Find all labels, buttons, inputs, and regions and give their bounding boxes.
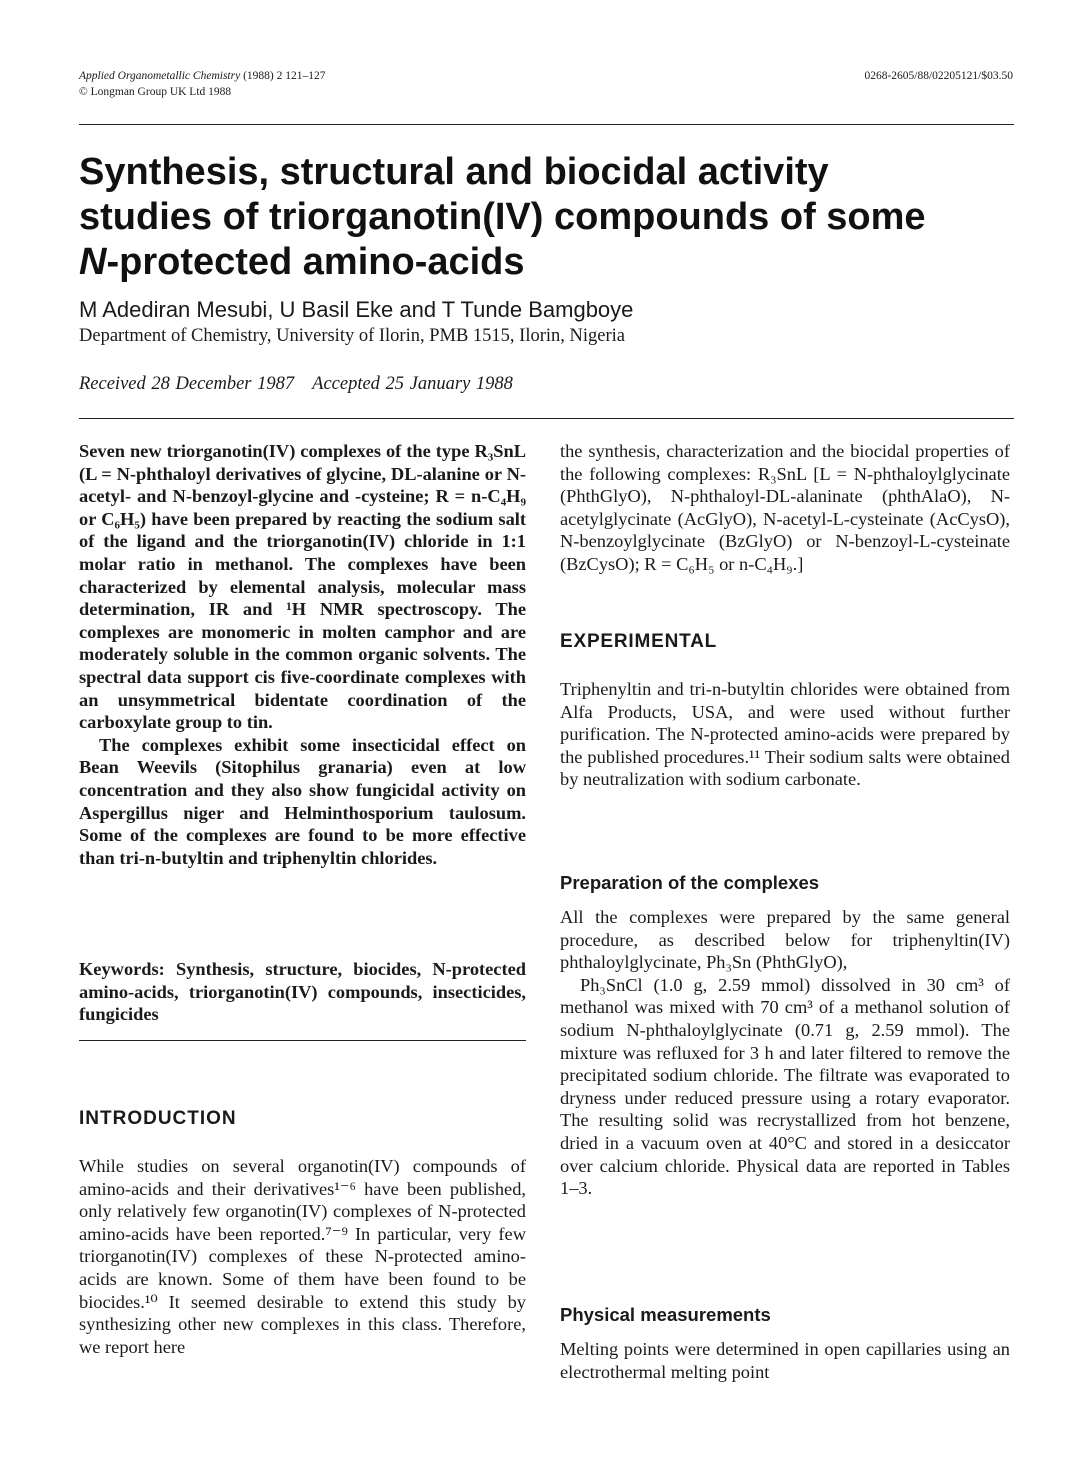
keywords: Keywords: Synthesis, structure, biocides, N-protected amino-acids, triorganotin(IV) compounds, insecticides, fungicides	[79, 959, 526, 1025]
abstract-paragraph-2: The complexes exhibit some insecticidal effect on Bean Weevils (Sitophilus granaria) even at low concentration and they also show fungicidal activity on Aspergillus niger and Helminthosporium taulosum. Some of the complexes are found to be more effective than tri-n-butyltin and triphenyltin chlorides.	[79, 734, 526, 868]
title-rule	[79, 418, 1014, 419]
abstract-rule	[79, 1040, 526, 1041]
article-code: 0268-2605/88/02205121/$03.50	[864, 70, 1013, 82]
preparation-paragraph-1: All the complexes were prepared by the same general procedure, as described below for triphenyltin(IV) phthaloylglycinate, Ph₃Sn (PhthGlyO),	[560, 907, 1010, 973]
received-date: Received 28 December 1987	[79, 374, 295, 394]
introduction-heading: INTRODUCTION	[79, 1108, 237, 1129]
journal-name: Applied Organometallic Chemistry	[79, 70, 241, 82]
preparation-text	[560, 906, 1010, 1200]
title-line-3-rest: -protected amino-acids	[106, 241, 525, 283]
title-line-2: studies of triorganotin(IV) compounds of some	[79, 196, 926, 238]
abstract-paragraph-1: Seven new triorganotin(IV) complexes of the type R₃SnL (L = N-phthaloyl derivatives of glycine, DL-alanine or N-acetyl- and N-benzoyl-glycine and -cysteine; R = n-C₄H₉ or C₆H₅) have been prepared by reacting the sodium salt of the ligand and the triorganotin(IV) chloride in 1:1 molar ratio in methanol. The complexes have been characterized by elemental analysis, molecular mass determination, IR and ¹H NMR spectroscopy. The complexes are monomeric in molten camphor and are moderately soluble in the common organic solvents. The spectral data support cis five-coordinate complexes with an unsymmetrical bidentate coordination of the carboxylate group to tin.	[79, 441, 526, 733]
header-rule	[79, 124, 1014, 125]
journal-citation: (1988) 2 121–127	[243, 70, 326, 82]
physical-measurements-text: Melting points were determined in open capillaries using an electrothermal melting point	[560, 1339, 1010, 1382]
copyright: © Longman Group UK Ltd 1988	[79, 86, 232, 98]
author-list: M Adediran Mesubi, U Basil Eke and T Tunde Bamgboye	[79, 297, 634, 322]
abstract	[79, 440, 526, 869]
experimental-heading: EXPERIMENTAL	[560, 631, 718, 652]
preparation-heading: Preparation of the complexes	[560, 872, 820, 893]
title-line-1: Synthesis, structural and biocidal activity	[79, 151, 829, 193]
journal-header	[79, 68, 326, 100]
experimental-text: Triphenyltin and tri-n-butyltin chlorides were obtained from Alfa Products, USA, and were used without further purification. The N-protected amino-acids were prepared by the published procedures.¹¹ Their sodium salts were obtained by neutralization with sodium carbonate.	[560, 679, 1010, 790]
accepted-date: Accepted 25 January 1988	[312, 374, 513, 394]
preparation-paragraph-2: Ph₃SnCl (1.0 g, 2.59 mmol) dissolved in 30 cm³ of methanol was mixed with 70 cm³ of a methanol solution of sodium N-phthaloylglycinate (0.71 g, 2.59 mmol). The mixture was refluxed for 3 h and later filtered to remove the precipitated sodium chloride. The filtrate was evaporated to dryness under reduced pressure using a rotary evaporator. The resulting solid was recrystallized from hot benzene, dried in a vacuum oven at 40°C and stored in a desiccator over calcium chloride. Physical data are reported in Tables 1–3.	[560, 974, 1010, 1199]
affiliation: Department of Chemistry, University of Ilorin, PMB 1515, Ilorin, Nigeria	[79, 326, 626, 346]
introduction-continuation: the synthesis, characterization and the biocidal properties of the following complexes: R₃SnL [L = N-phthaloylglycinate (PhthGlyO), N-phthaloyl-DL-alaninate (phthAlaO), N-acetylglycinate (AcGlyO), N-acetyl-L-cysteinate (AcCysO), N-benzoylglycinate (BzGlyO) or N-benzoyl-L-cysteinate (BzCysO); R = C₆H₅ or n-C₄H₉.]	[560, 441, 1010, 574]
article-title	[79, 150, 1039, 285]
physical-measurements-heading: Physical measurements	[560, 1304, 771, 1325]
title-line-3-italic: N	[79, 241, 107, 283]
introduction-text: While studies on several organotin(IV) compounds of amino-acids and their derivatives¹⁻⁶ have been published, only relatively few organotin(IV) complexes of N-protected amino-acids have been reported.⁷⁻⁹ In particular, very few triorganotin(IV) complexes of these N-protected amino-acids are known. Some of them have been found to be biocides.¹⁰ It seemed desirable to extend this study by synthesizing other new complexes in this class. Therefore, we report here	[79, 1156, 526, 1357]
dates	[79, 374, 513, 395]
